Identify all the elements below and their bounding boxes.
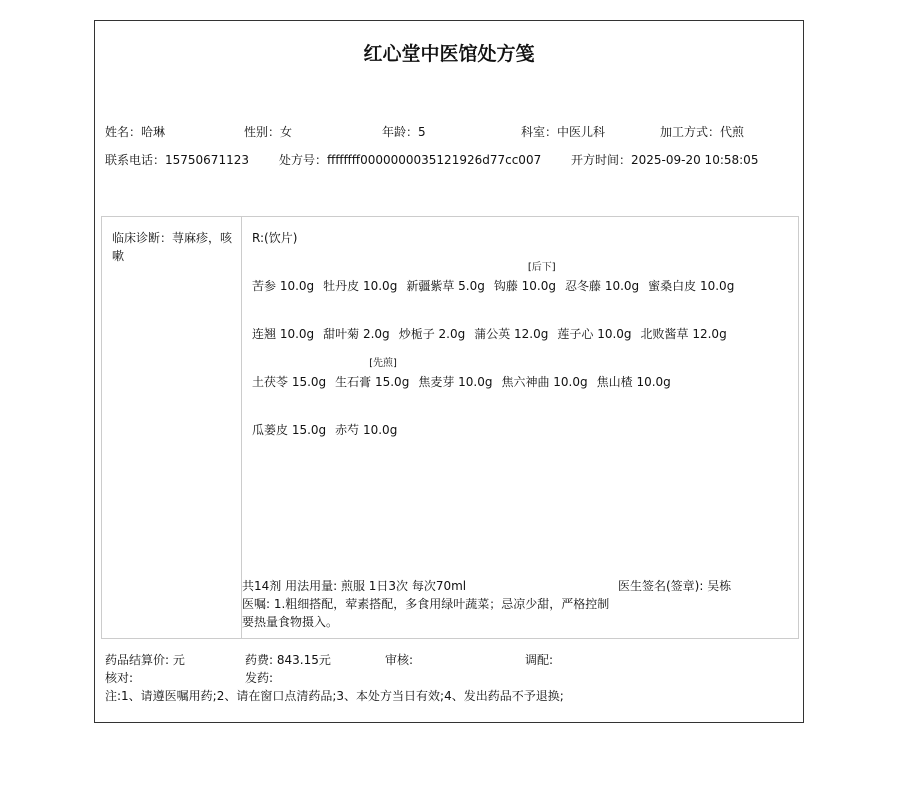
herb-item (323, 325, 390, 342)
herb-item (418, 373, 492, 390)
herb-item (648, 277, 734, 294)
herb-dose: 连翘 10.0g (252, 327, 315, 341)
herb-dose: 生石膏 15.0g (335, 375, 410, 389)
herb-dose: 甜叶菊 2.0g (323, 327, 390, 341)
diagnosis-column (102, 217, 242, 638)
issue-time: 开方时间：2025-09-20 10:58:05 (571, 153, 759, 167)
herb-dose: 焦麦芽 10.0g (418, 375, 493, 389)
herb-dose: 苦参 10.0g (252, 279, 315, 293)
herb-item (323, 277, 397, 294)
herb-item (335, 421, 397, 438)
herb-line (252, 325, 736, 342)
herb-dose: 蒲公英 12.0g (474, 327, 549, 341)
herb-item (252, 421, 326, 438)
department: 科室：中医儿科 (521, 125, 606, 139)
patient-age: 年龄：5 (382, 125, 426, 139)
clinical-diagnosis: 临床诊断：荨麻疹，咳嗽 (112, 231, 233, 263)
herb-item (399, 325, 466, 342)
document-title: 红心堂中医馆处方笺 (363, 43, 535, 65)
dispense-field: 调配: (525, 653, 554, 667)
herb-dose: 新疆紫草 5.0g (406, 279, 485, 293)
herb-dose: 牡丹皮 10.0g (323, 279, 398, 293)
herbs-column (242, 217, 798, 638)
herb-line (252, 358, 680, 390)
herb-item (501, 373, 587, 390)
herb-dose: 莲子心 10.0g (557, 327, 632, 341)
herb-dose: 焦六神曲 10.0g (501, 375, 588, 389)
herb-dose: 蜜桑白皮 10.0g (648, 279, 735, 293)
herb-dose: 忍冬藤 10.0g (565, 279, 640, 293)
herb-item (335, 358, 410, 390)
herb-item (252, 325, 314, 342)
herb-item (474, 325, 548, 342)
herb-item (597, 373, 671, 390)
rx-label: R:(饮片) (252, 231, 298, 245)
check-field: 核对: (105, 671, 134, 685)
doctor-signature: 医生签名(签章): 吴栋 (618, 579, 732, 593)
herb-dose: 北败酱草 12.0g (640, 327, 727, 341)
patient-name: 姓名：哈琳 (105, 125, 166, 139)
herb-note: [先煎] (369, 358, 397, 369)
herb-dose: 瓜蒌皮 15.0g (252, 423, 327, 437)
herb-line (252, 421, 406, 438)
notice-text: 注:1、请遵医嘱用药;2、请在窗口点清药品;3、本处方当日有效;4、发出药品不予退换; (105, 689, 564, 703)
doctor-advice: 医嘱: 1.粗细搭配，荤素搭配，多食用绿叶蔬菜；忌凉少甜，严格控制要热量食物摄入。 (242, 597, 610, 629)
herb-item (565, 277, 639, 294)
herb-dose: 炒栀子 2.0g (398, 327, 466, 341)
drug-settlement-price: 药品结算价: 元 (105, 653, 185, 667)
herb-line (252, 262, 743, 294)
prescription-number: 处方号：ffffffff0000000035121926d77cc007 (279, 153, 542, 167)
phone-number: 联系电话：15750671123 (105, 153, 249, 167)
review-field: 审核: (385, 653, 414, 667)
herb-item (641, 325, 727, 342)
prescription-sheet (94, 20, 804, 723)
issue-field: 发药: (245, 671, 274, 685)
prescription-body (101, 216, 799, 639)
herb-dose: 赤芍 10.0g (335, 423, 398, 437)
herb-item (252, 373, 326, 390)
herb-dose: 土茯苓 15.0g (252, 375, 327, 389)
processing-method: 加工方式：代煎 (660, 125, 745, 139)
herb-dose: 焦山楂 10.0g (596, 375, 671, 389)
patient-gender: 性别：女 (244, 125, 293, 139)
usage-instructions: 共14剂 用法用量: 煎服 1日3次 每次70ml (242, 579, 467, 593)
herb-item (406, 277, 485, 294)
herb-item (493, 262, 556, 294)
drug-fee: 药费: 843.15元 (245, 653, 331, 667)
herb-dose: 钩藤 10.0g (493, 279, 556, 293)
herb-item (252, 277, 314, 294)
herb-item (557, 325, 631, 342)
herb-note: [后下] (527, 262, 556, 273)
